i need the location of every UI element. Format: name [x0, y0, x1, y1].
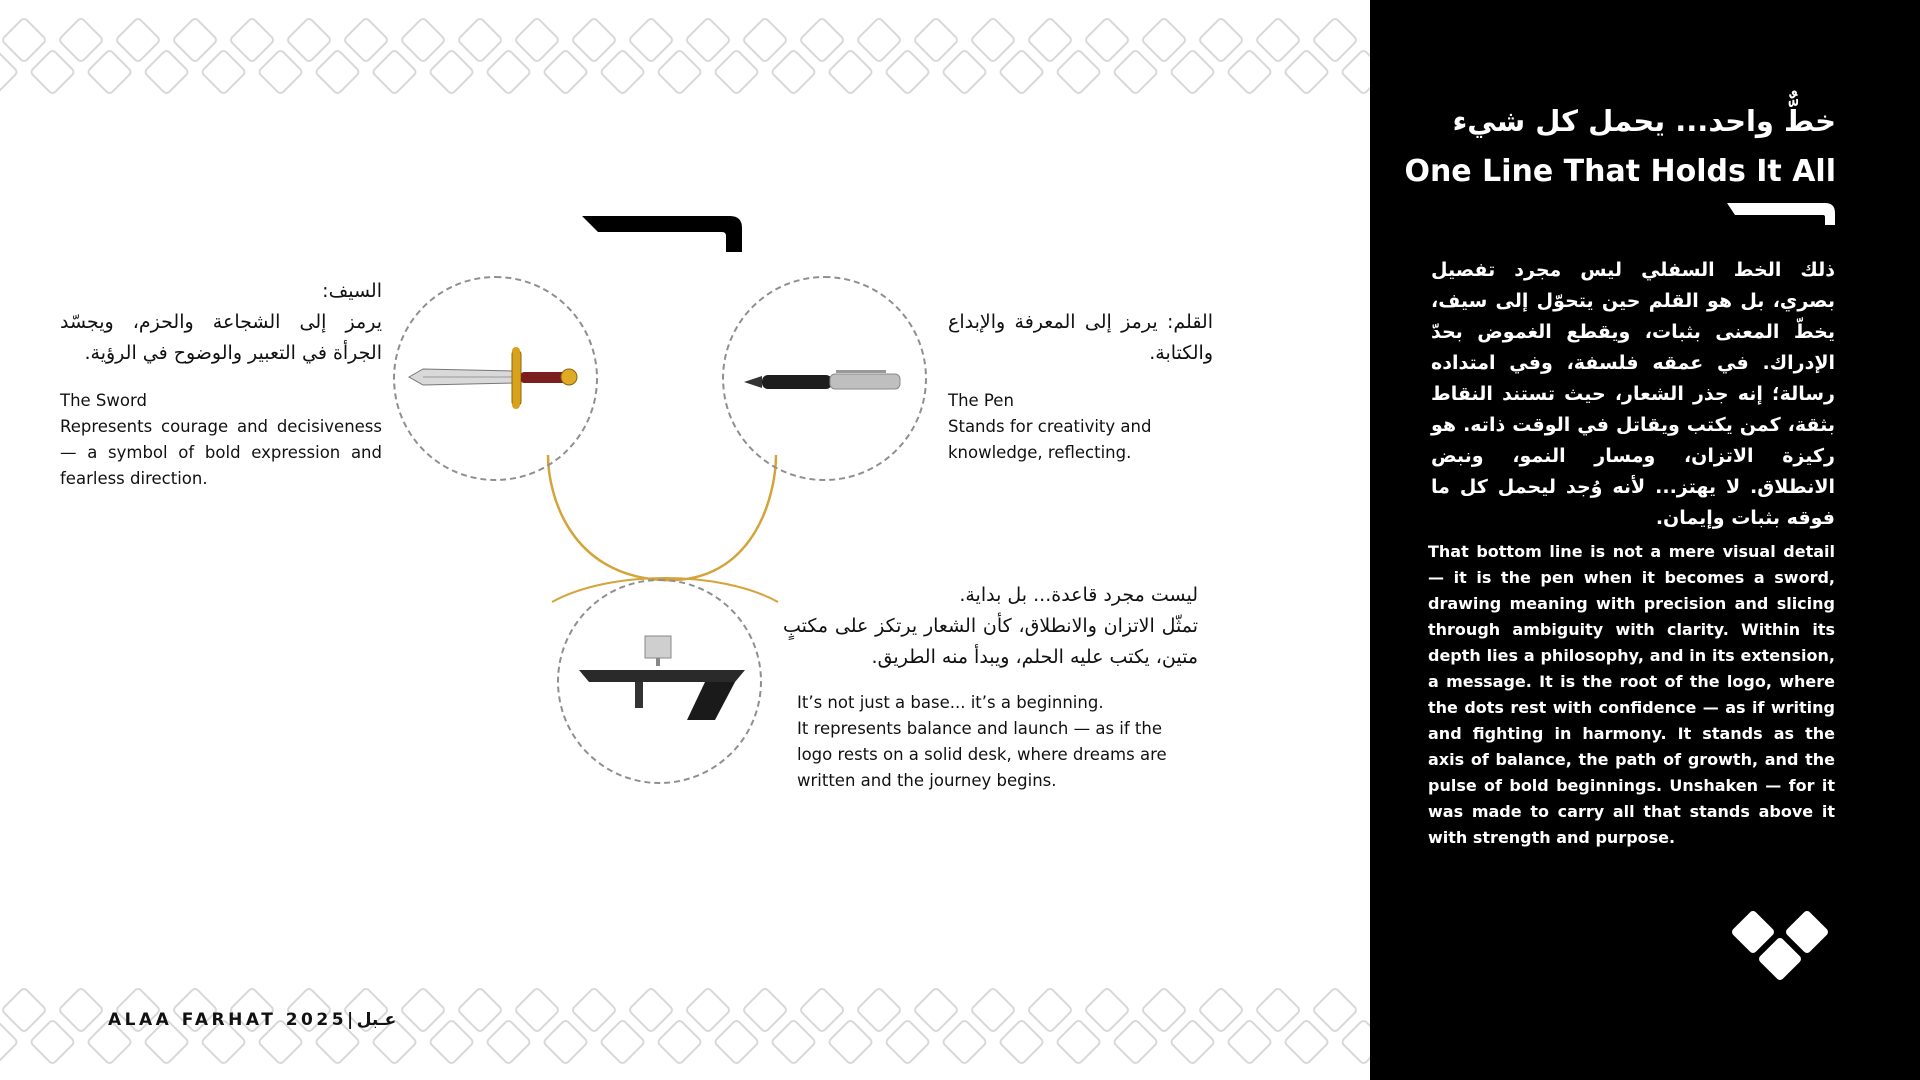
panel-title-underline-mark [1357, 199, 1837, 229]
pen-description-english [948, 388, 1188, 466]
pattern-diamond [1227, 1019, 1272, 1064]
panel-title-arabic: خطٌّ واحد... يحمل كل شيء [1452, 104, 1836, 138]
pattern-diamond [1056, 1019, 1101, 1064]
pattern-diamond [1, 17, 46, 62]
pattern-diamond [457, 17, 502, 62]
sword-title-arabic: السيف: [322, 280, 382, 302]
pen-illustration [740, 360, 910, 400]
pattern-diamond [1170, 49, 1215, 94]
desk-illustration [575, 630, 745, 730]
pattern-diamond [799, 17, 844, 62]
pattern-diamond [1113, 49, 1158, 94]
pattern-diamond [742, 987, 787, 1032]
desk-line1-arabic: ليست مجرد قاعدة... بل بداية. [959, 584, 1198, 606]
pattern-diamond [429, 49, 474, 94]
pattern-diamond [685, 17, 730, 62]
panel-body-english: That bottom line is not a mere visual detail — it is the pen when it becomes a sword, drawing meaning with precision and slicing through ambiguity with clarity. Within its depth lies a philosophy, and in its extension, a message. It is the root of the logo, where the dots rest with confidence — as if writing and fighting in harmony. It stands as the axis of balance, the path of growth, and the pulse of bold beginnings. Unshaken — for it was made to carry all that stands above it with strength and purpose. [1428, 542, 1835, 847]
pen-text-arabic: القلم: يرمز إلى المعرفة والإبداع والكتابة. [948, 311, 1213, 364]
pattern-diamond [429, 1019, 474, 1064]
sword-text-english: Represents courage and decisiveness — a symbol of bold expression and fearless direction. [60, 417, 382, 488]
pattern-diamond [1056, 49, 1101, 94]
pattern-diamond [999, 1019, 1044, 1064]
pattern-diamond [514, 17, 559, 62]
sword-text-arabic: يرمز إلى الشجاعة والحزم، ويجسّد الجرأة في التعبير والوضوح في الرؤية. [60, 311, 382, 364]
pattern-diamond [714, 1019, 759, 1064]
footer-signature: عـبل [356, 1010, 397, 1030]
pattern-diamond [343, 17, 388, 62]
pattern-diamond [514, 987, 559, 1032]
desk-line1-english: It’s not just a base... it’s a beginning. [797, 693, 1104, 712]
pattern-diamond [1, 987, 46, 1032]
pattern-diamond [657, 49, 702, 94]
pattern-diamond [1312, 987, 1357, 1032]
pattern-diamond [799, 987, 844, 1032]
pattern-diamond [58, 987, 103, 1032]
pattern-diamond [0, 1019, 18, 1064]
pattern-diamond [913, 987, 958, 1032]
pattern-diamond [1084, 987, 1129, 1032]
pattern-diamond [600, 1019, 645, 1064]
pattern-diamond [372, 49, 417, 94]
sword-title-english: The Sword [60, 391, 147, 410]
pattern-diamond [58, 17, 103, 62]
pattern-diamond [628, 987, 673, 1032]
desk-text-arabic: تمثّل الاتزان والانطلاق، كأن الشعار يرتكز على مكتبٍ متين، يكتب عليه الحلم، ويبدأ منه الطريق. [783, 615, 1198, 668]
pattern-diamond [628, 17, 673, 62]
sword-illustration [405, 345, 585, 415]
pattern-diamond [657, 1019, 702, 1064]
pattern-diamond [856, 17, 901, 62]
pattern-diamond [144, 49, 189, 94]
pattern-diamond [771, 49, 816, 94]
pattern-diamond [115, 17, 160, 62]
pattern-diamond [1227, 49, 1272, 94]
pattern-diamond [30, 49, 75, 94]
pattern-diamond [315, 49, 360, 94]
pattern-diamond [229, 17, 274, 62]
pattern-diamond [600, 49, 645, 94]
pattern-diamond [571, 987, 616, 1032]
logo-line-mark [580, 214, 745, 254]
pattern-diamond [201, 49, 246, 94]
pattern-diamond [885, 49, 930, 94]
pattern-diamond [571, 17, 616, 62]
panel-body-arabic: ذلك الخط السفلي ليس مجرد تفصيل بصري، بل هو القلم حين يتحوّل إلى سيف، يخطّ المعنى بثبات، ويقطع الغموض بحدّ الإدراك. في عمقه فلسفة، وفي امتداده رسالة؛ إنه جذر الشعار، حيث تستند النقاط بثقة، كمن يكتب ويقاتل في الوقت ذاته. هو ركيزة الاتزان، ومسار النمو، ونبض الانطلاق. لا يهتز... لأنه وُجد ليحمل كل ما فوقه بثبات وإيمان. [1431, 259, 1835, 529]
footer-credit [108, 1010, 396, 1030]
pattern-diamond [1113, 1019, 1158, 1064]
pattern-diamond [400, 987, 445, 1032]
pattern-diamond [970, 17, 1015, 62]
pattern-diamond [486, 49, 531, 94]
pattern-diamond [172, 17, 217, 62]
pattern-diamond [1170, 1019, 1215, 1064]
panel-title-english: One Line That Holds It All [1404, 154, 1836, 189]
desk-description-english [797, 690, 1199, 794]
pattern-diamond [942, 49, 987, 94]
pattern-diamond [30, 1019, 75, 1064]
pattern-diamond [1284, 1019, 1329, 1064]
pattern-diamond [828, 1019, 873, 1064]
pattern-diamond [970, 987, 1015, 1032]
pattern-diamond [1312, 17, 1357, 62]
pen-text-english: Stands for creativity and knowledge, reflecting. [948, 417, 1152, 462]
pattern-diamond [1284, 49, 1329, 94]
pattern-diamond [1255, 17, 1300, 62]
pattern-diamond [913, 17, 958, 62]
pattern-diamond [543, 49, 588, 94]
pattern-diamond [685, 987, 730, 1032]
diamond-pattern-top [0, 0, 1370, 110]
pattern-diamond [1198, 17, 1243, 62]
desk-text-english: It represents balance and launch — as if the logo rests on a solid desk, where dreams are written and the journey begins. [797, 719, 1167, 790]
pattern-diamond [286, 17, 331, 62]
pattern-diamond [258, 49, 303, 94]
pattern-diamond [742, 17, 787, 62]
pattern-diamond [400, 17, 445, 62]
pattern-diamond [543, 1019, 588, 1064]
desk-description-arabic [783, 580, 1198, 673]
sword-description-arabic [60, 276, 382, 369]
pattern-diamond [999, 49, 1044, 94]
pattern-diamond [457, 987, 502, 1032]
pattern-diamond [942, 1019, 987, 1064]
pattern-diamond [1027, 17, 1072, 62]
pattern-diamond [1141, 987, 1186, 1032]
pattern-diamond [771, 1019, 816, 1064]
pen-title-english: The Pen [948, 391, 1014, 410]
pattern-diamond [828, 49, 873, 94]
pattern-diamond [1027, 987, 1072, 1032]
diamond-outline-grid [0, 0, 1370, 110]
brand-diamonds-icon [1729, 908, 1839, 988]
pattern-diamond [1341, 1019, 1370, 1064]
sword-description-english [60, 388, 382, 492]
pattern-diamond [1084, 17, 1129, 62]
pattern-diamond [885, 1019, 930, 1064]
pattern-diamond [1341, 49, 1370, 94]
pattern-diamond [0, 49, 18, 94]
pattern-diamond [486, 1019, 531, 1064]
pattern-diamond [856, 987, 901, 1032]
pattern-diamond [1198, 987, 1243, 1032]
pattern-diamond [1141, 17, 1186, 62]
pattern-diamond [87, 49, 132, 94]
pattern-diamond [1255, 987, 1300, 1032]
footer-text: ALAA FARHAT 2025| [108, 1010, 357, 1030]
pattern-diamond [714, 49, 759, 94]
